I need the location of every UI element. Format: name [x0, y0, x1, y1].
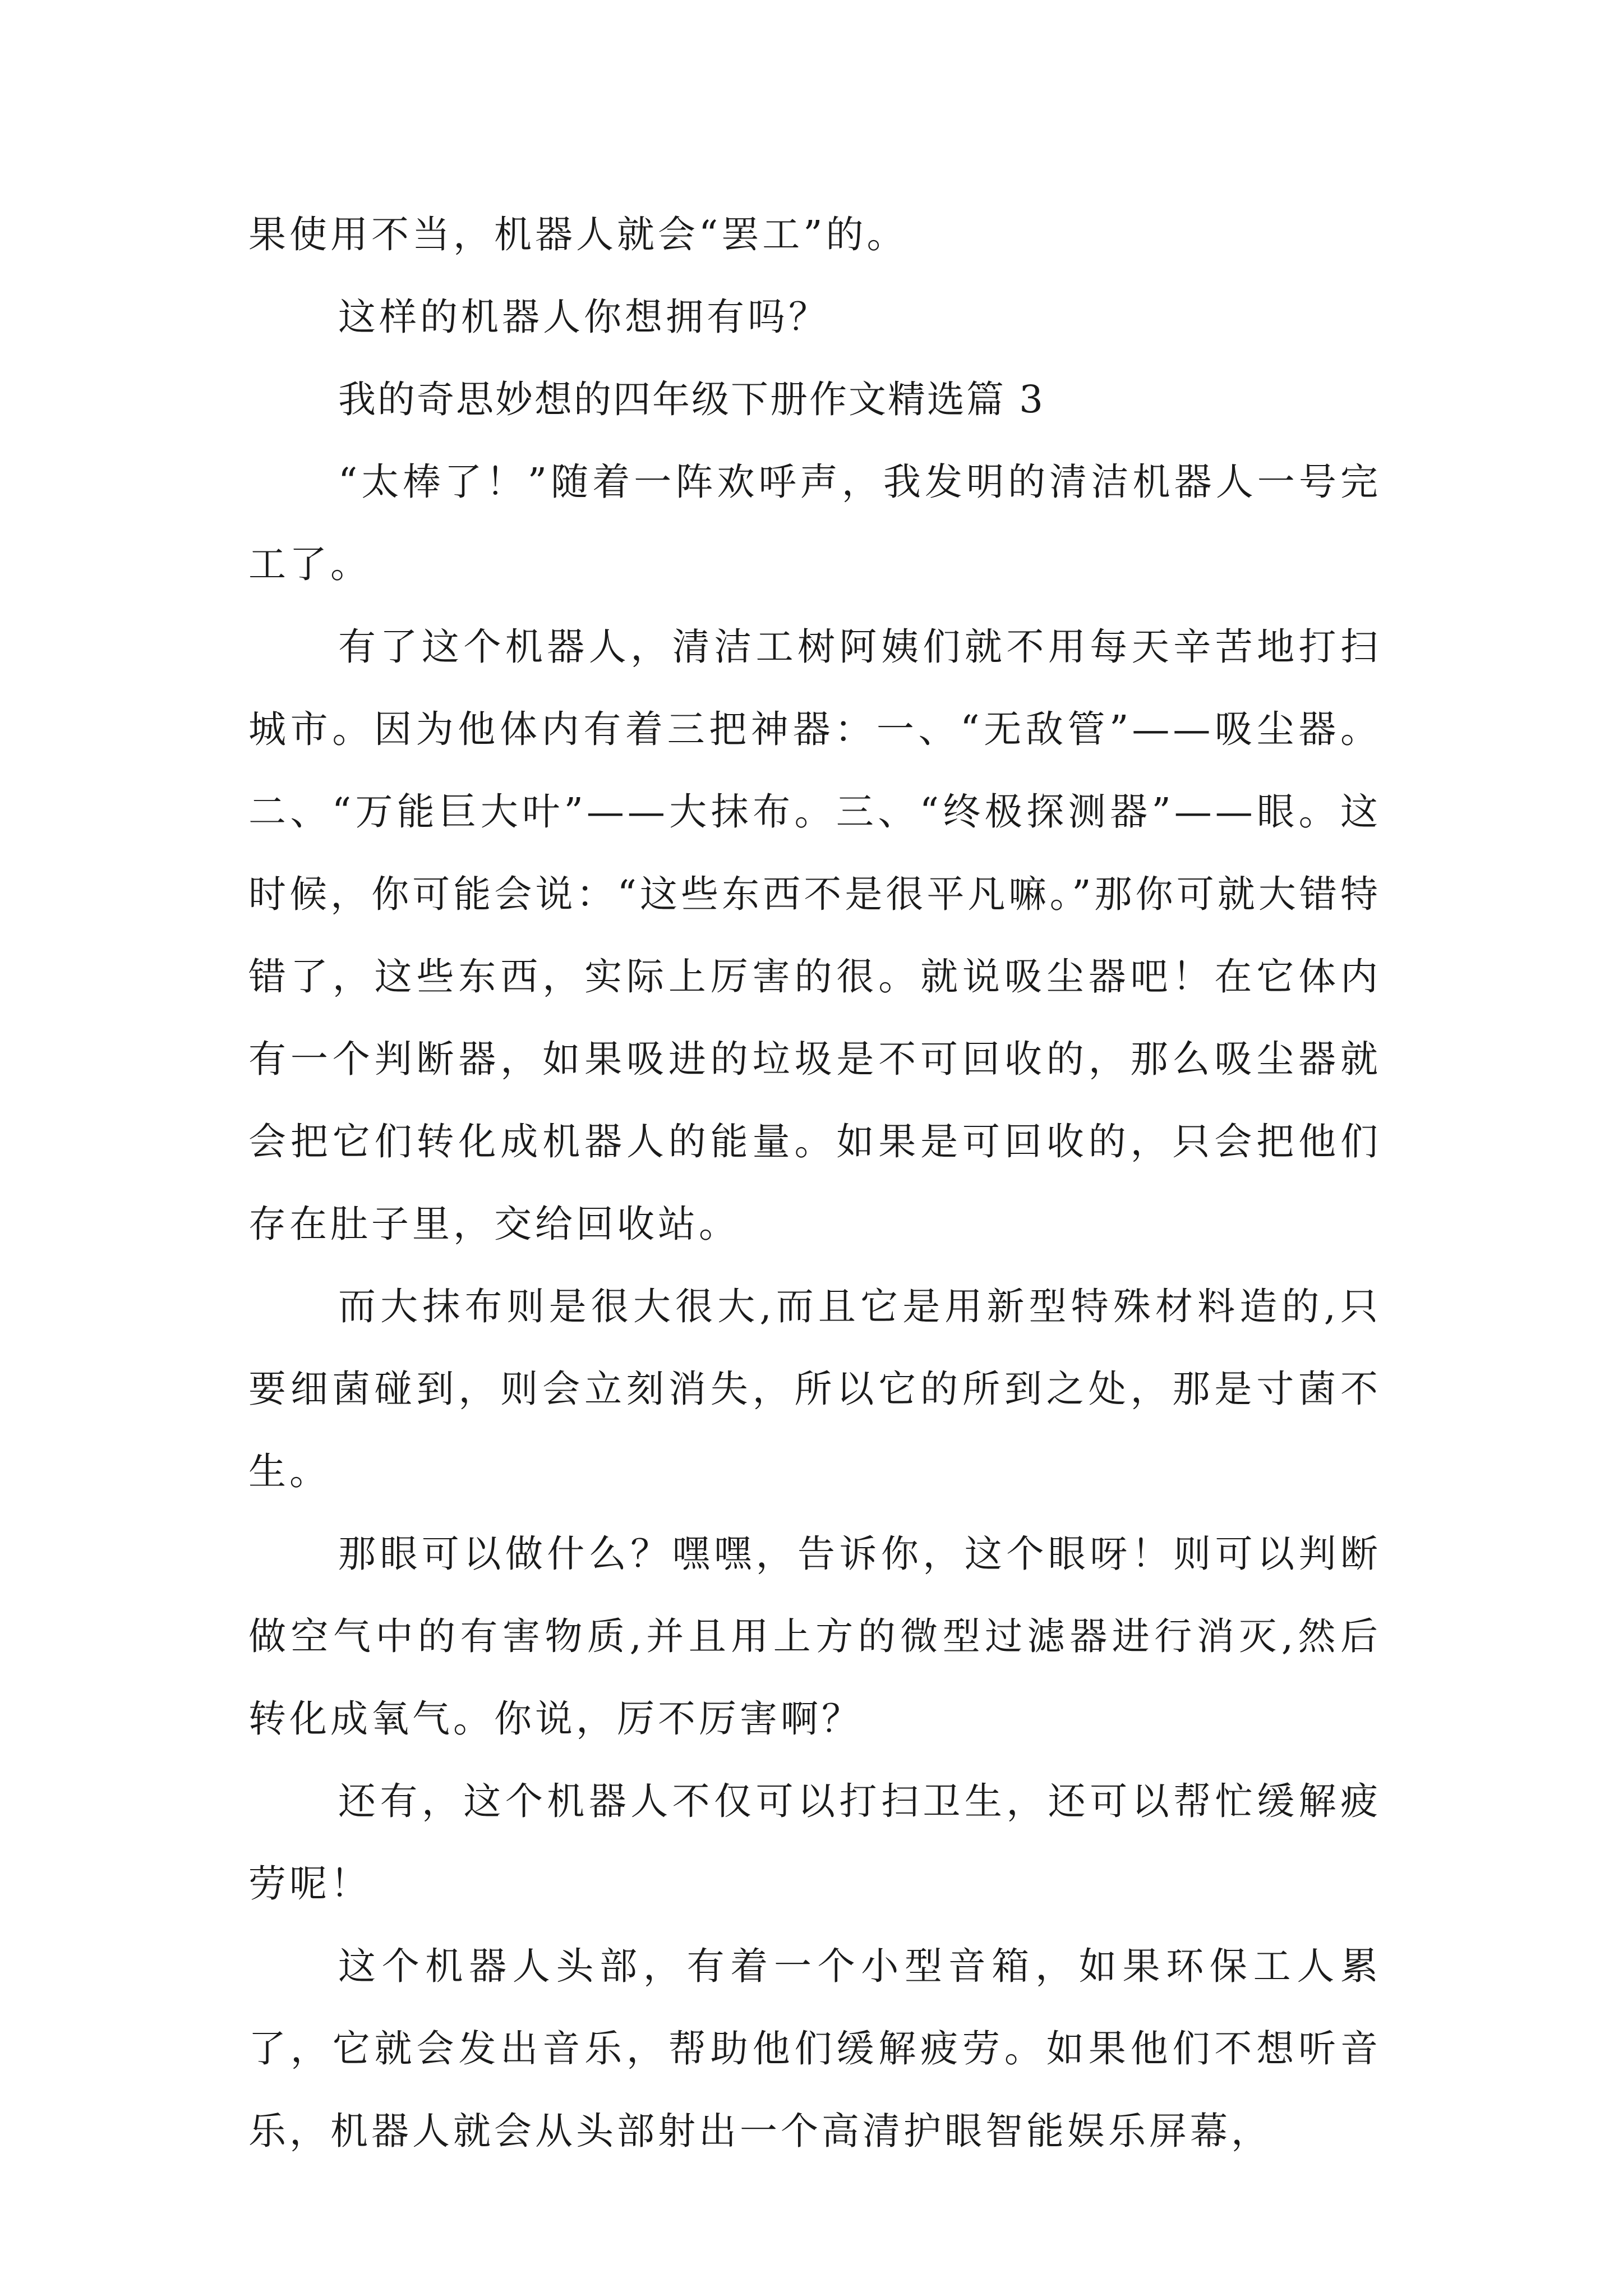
essay-body: [248, 194, 1381, 2173]
paragraph-continuation: 果使用不当，机器人就会“罢工”的。: [248, 213, 908, 256]
paragraph-speaker: 这个机器人头部，有着一个小型音箱，如果环保工人累了，它就会发出音乐，帮助他们缓解疲劳。如果他们不想听音乐，机器人就会从头部射出一个高清护眼智能娱乐屏幕，: [248, 1944, 1381, 2153]
essay-title: 我的奇思妙想的四年级下册作文精选篇 3: [338, 378, 1045, 421]
paragraph-eye: 那眼可以做什么？嘿嘿，告诉你，这个眼呀！则可以判断做空气中的有害物质,并且用上方的微型过滤器进行消灭,然后转化成氧气。你说，厉不厉害啊？: [248, 1532, 1381, 1741]
paragraph-question: 这样的机器人你想拥有吗？: [338, 295, 829, 339]
paragraph-three-tools: 有了这个机器人，清洁工树阿姨们就不用每天辛苦地打扫城市。因为他体内有着三把神器：一、“无敌管”——吸尘器。二、“万能巨大叶”——大抹布。三、“终极探测器”——眼。这时候，你可能会说：“这些东西不是很平凡嘛。”那你可就大错特错了，这些东西，实际上厉害的很。就说吸尘器吧！在它体内有一个判断器，如果吸进的垃圾是不可回收的，那么吸尘器就会把它们转化成机器人的能量。如果是可回收的，只会把他们存在肚子里，交给回收站。: [248, 625, 1381, 1246]
paragraph-mop: 而大抹布则是很大很大,而且它是用新型特殊材料造的,只要细菌碰到，则会立刻消失，所以它的所到之处，那是寸菌不生。: [248, 1285, 1381, 1493]
paragraph-opening: “太棒了！”随着一阵欢呼声，我发明的清洁机器人一号完工了。: [248, 460, 1381, 586]
paragraph-fatigue: 还有，这个机器人不仅可以打扫卫生，还可以帮忙缓解疲劳呢！: [248, 1779, 1381, 1906]
